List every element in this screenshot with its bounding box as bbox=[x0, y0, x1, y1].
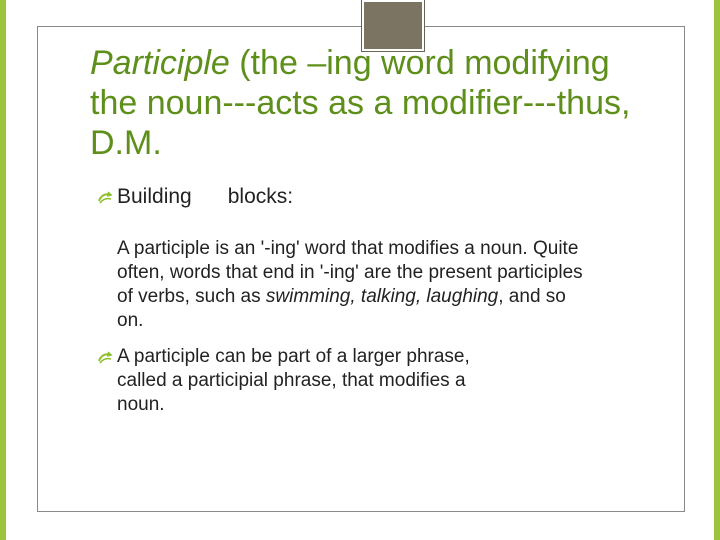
paragraph-participial-phrase: A participle can be part of a larger phrase, called a participial phrase, that modifies a noun. bbox=[117, 346, 470, 415]
bullet-label: Building blocks: bbox=[117, 185, 294, 208]
swirl-bullet-icon bbox=[97, 349, 113, 365]
left-accent-stripe bbox=[0, 0, 6, 540]
title-italic-word: Participle bbox=[90, 44, 230, 82]
title-rest: (the –ing word modifying the noun---acts as a modifier---thus, D.M. bbox=[90, 44, 631, 162]
right-accent-stripe bbox=[714, 0, 720, 540]
swirl-bullet-icon bbox=[97, 189, 113, 205]
slide-title bbox=[90, 43, 650, 163]
examples-italic: swimming, talking, laughing bbox=[265, 286, 499, 307]
paragraph-participle-definition: A participle is an '-ing' word that modifies a noun. Quite often, words that end in '-ing' are the present participles of verbs, such as swimming, talking, laughing, and so on. bbox=[117, 238, 583, 331]
